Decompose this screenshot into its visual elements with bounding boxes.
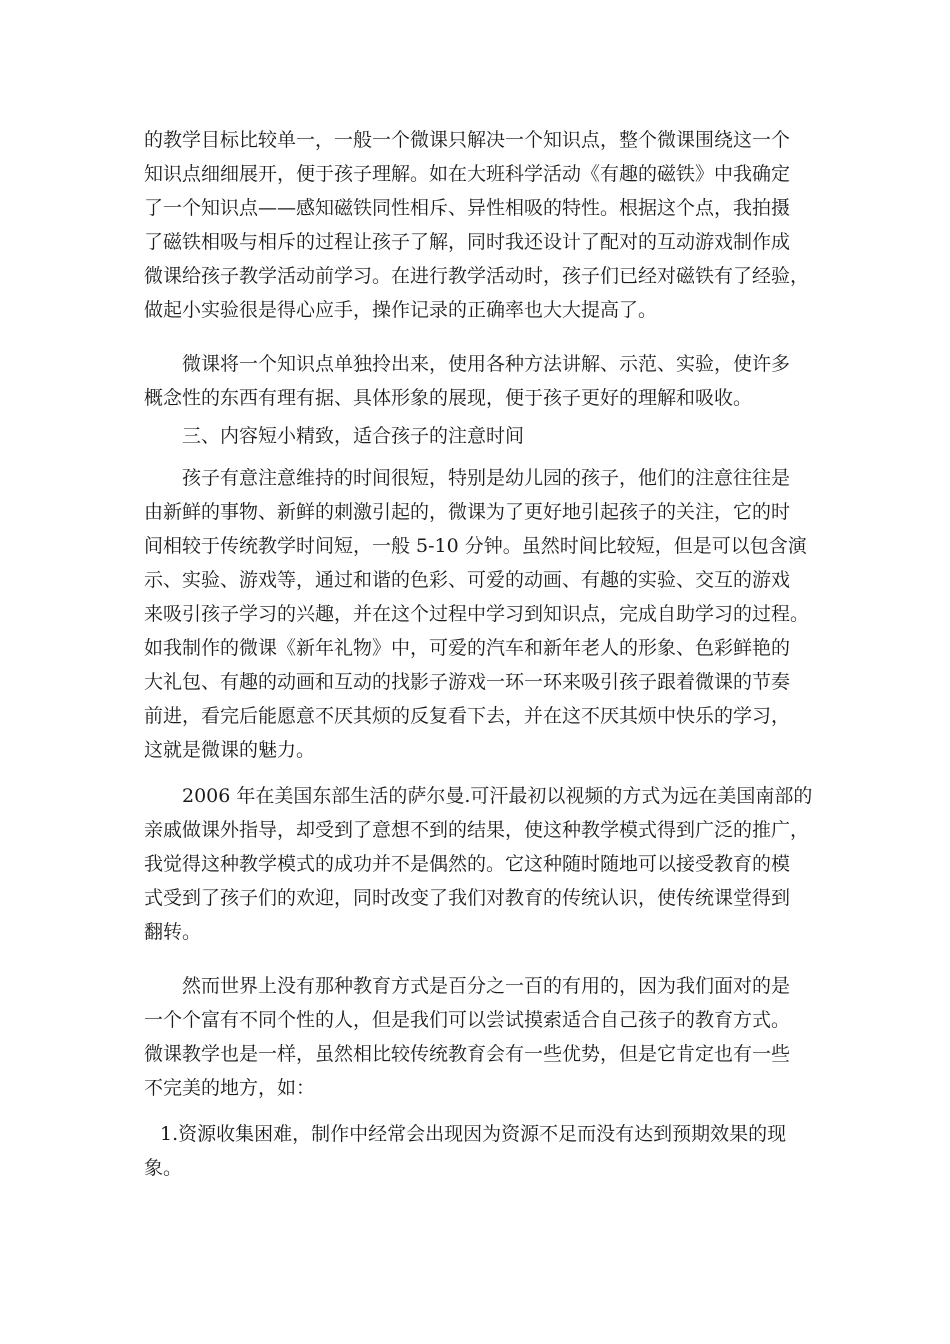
text-line: 由新鲜的事物、新鲜的刺激引起的，微课为了更好地引起孩子的关注，它的时 [144, 501, 791, 523]
text-line: 了磁铁相吸与相斥的过程让孩子了解，同时我还设计了配对的互动游戏制作成 [144, 231, 791, 253]
text-line: 象。 [144, 1157, 183, 1179]
text-line: 这就是微课的魅力。 [144, 739, 316, 761]
text-line: 了一个知识点——感知磁铁同性相斥、异性相吸的特性。根据这个点，我拍摄 [144, 197, 791, 219]
text-line: 如我制作的微课《新年礼物》中，可爱的汽车和新年老人的形象、色彩鲜艳的 [144, 637, 791, 659]
text-line: 的教学目标比较单一，一般一个微课只解决一个知识点，整个微课围绕这一个 [144, 129, 791, 151]
text-line: 做起小实验很是得心应手，操作记录的正确率也大大提高了。 [144, 299, 658, 321]
text-line: 翻转。 [144, 921, 202, 943]
text-line: 我觉得这种教学模式的成功并不是偶然的。它这种随时随地可以接受教育的模 [144, 853, 791, 875]
text-line: 示、实验、游戏等，通过和谐的色彩、可爱的动画、有趣的实验、交互的游戏 [144, 569, 791, 591]
text-line: 然而世界上没有那种教育方式是百分之一百的有用的，因为我们面对的是 [182, 975, 791, 997]
text-line: 式受到了孩子们的欢迎，同时改变了我们对教育的传统认识，使传统课堂得到 [144, 887, 791, 909]
text-line: 亲戚做课外指导，却受到了意想不到的结果，使这种教学模式得到广泛的推广， [144, 819, 810, 841]
text-line: 微课给孩子教学活动前学习。在进行教学活动时，孩子们已经对磁铁有了经验， [144, 265, 810, 287]
text-line: 概念性的东西有理有据、具体形象的展现，便于孩子更好的理解和吸收。 [144, 387, 753, 409]
text-line: 知识点细细展开，便于孩子理解。如在大班科学活动《有趣的磁铁》中我确定 [144, 163, 791, 185]
text-line: 2006 年在美国东部生活的萨尔曼.可汗最初以视频的方式为远在美国南部的 [182, 785, 813, 807]
text-line: 微课教学也是一样，虽然相比较传统教育会有一些优势，但是它肯定也有一些 [144, 1043, 791, 1065]
text-line: 大礼包、有趣的动画和互动的找影子游戏一环一环来吸引孩子跟着微课的节奏 [144, 671, 791, 693]
text-line: 来吸引孩子学习的兴趣，并在这个过程中学习到知识点，完成自助学习的过程。 [144, 603, 810, 625]
text-line: 一个个富有不同个性的人，但是我们可以尝试摸索适合自己孩子的教育方式。 [144, 1009, 791, 1031]
text-line: 前进，看完后能愿意不厌其烦的反复看下去，并在这不厌其烦中快乐的学习， [144, 705, 791, 727]
text-line: 不完美的地方，如： [144, 1077, 316, 1099]
list-item: 1.资源收集困难，制作中经常会出现因为资源不足而没有达到预期效果的现 [160, 1123, 787, 1145]
text-line: 孩子有意注意维持的时间很短，特别是幼儿园的孩子，他们的注意往往是 [182, 467, 791, 489]
text-line: 微课将一个知识点单独拎出来，使用各种方法讲解、示范、实验，使许多 [182, 353, 791, 375]
text-line: 间相较于传统教学时间短，一般 5-10 分钟。虽然时间比较短，但是可以包含演 [144, 535, 807, 557]
section-heading: 三、内容短小精致，适合孩子的注意时间 [182, 425, 525, 447]
